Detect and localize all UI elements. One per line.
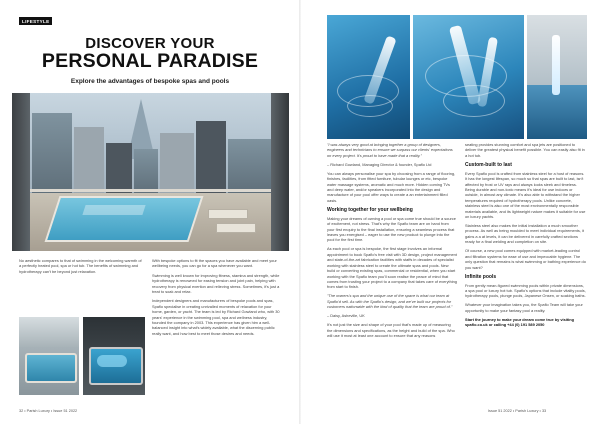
standfirst: Explore the advantages of bespoke spas and pools [70,78,230,85]
quote-attribution: – Daisy, Asheville, UK [327,313,365,319]
pool-reflection [82,205,145,215]
right-body-column-2 [465,142,587,331]
sun-lounger [208,209,248,219]
body-paragraph: It's not just the size and shape of your pool that's made up of measuring the dimensions and specifications, as the height and build of the spa. Who will use it most at least one account to ensure that any reasons [327,322,455,338]
terrace-railing [12,189,289,192]
building [160,133,194,193]
headline-line-2: PERSONAL PARADISE [41,50,259,72]
building [74,127,104,193]
wall [19,317,79,347]
body-paragraph: seating provides stunning comfort and spa jets are positioned to deliver the greatest physical benefit possible. You can easily also fit in a hot tub. [465,142,585,158]
hot-tub [25,353,77,383]
left-intro-column [19,258,143,274]
rooftop-pool-photo [12,93,289,251]
building [196,121,226,193]
section-tag-left: LIFESTYLE [19,17,52,25]
pull-quote: "The owners's spa and the unique use of the space is what our team at Spaflo'd sell. As with the Spaflo's design, and we've built our projects for customers nationwide with the kind of quality that the team are proud of." [327,293,453,310]
body-paragraph: Every Spaflo pool is crafted from stainless steel for a host of reasons. It has the longest lifespan, so much so that spas are built to last, isn't affected by frost or UV rays and always looks sleek and timeless. Being durable and non-toxic means it's ideal for use indoors or outside, in almost any climate. It's also able to withstand the higher temperatures required of hydrotherapy pools. Unlike concrete, stainless steel is also one of the most environmentally responsible materials available, and its lightweight nature makes it suitable for use on luxury yachts. [465,170,586,220]
quote-attribution: – Richard Gowland, Managing Director & founder, Spaflo Ltd [327,161,432,167]
window-frame [12,93,30,251]
pull-quote: "I was always very good at bringing together a group of designers, engineers and technicians to ensure we surpass our clients' expectations on every project. It's proud to have made that a reality." [327,142,453,158]
building [106,143,132,193]
sun-lounger [216,223,256,233]
body-paragraph: Making your dreams of owning a pool or spa come true should be a source of excitement, not stress. That's why the Spaflo team are on hand from your first enquiry to the final installation, ensuring a seamless process that leaves you energised – eager to use the new product to plunge into the pool for the first time. [327,215,456,243]
waterfall-spout-photo [527,15,587,139]
body-paragraph: As each pool or spa is bespoke, the first stage involves an informal appointment to book Spaflo's free visit with 3D design, project management and state-of-the-art fabrication facilities with staffs in decades of specialist working with stainless steel to create the ultimate spas and pools. New build or converting existing spas, commercial or residential, when you start working with the Spaflo team you'll soon realise the peace of mind that comes from trusting your project to a company that takes care of everything from start to finish. [327,246,457,290]
building [32,113,72,193]
body-paragraph: Stainless steel also makes the initial installation a much smoother process. As well as being moulded to meet individual requirements, it gains a a at levels, it can be delivered in carefully crafted sections ready for a final welding and completion on site. [465,223,584,245]
spa-tub-photo [19,317,79,395]
lit-spa-photo [83,317,145,395]
building [134,149,158,193]
headline-line-1: DISCOVER YOUR [85,35,215,52]
underwater-light [97,355,127,367]
water-jet-photo [327,15,410,139]
right-body-column-1 [327,142,457,342]
subheading: Working together for your wellbeing [327,206,413,213]
building [228,139,272,193]
pool-jets-photo [413,15,524,139]
pool-water [45,196,204,242]
window-frame [271,93,289,251]
body-paragraph: With bespoke options to fit the spaces you have available and meet your wellbeing needs, you can go for a spa whenever you want. [152,258,277,269]
subheading: Custom-built to last [465,161,512,168]
subheading: Infinite pools [465,273,497,280]
left-body-column [152,258,282,340]
body-paragraph: Independent designers and manufacturers of bespoke pools and spas, Spaflo specialise in creating unrivalled moments of relaxation for your home, garden, or yacht. The team is led by Richard Gowland who, with 30 years' experience in the swimming pool, spa and wellness industry, founded the company in 2003. This experience has given him a well-balanced insight into what's widely available, what the discerning public really want, and how best to meet those desires and needs. [152,298,280,336]
page-folio-left: 32 • Parish Luxury • Issue 51 2022 [19,409,78,413]
body-paragraph: Whatever your imagination takes you, the Spaflo Team will take your opportunity to make your fantasy pool a reality. [465,302,583,313]
body-paragraph: From gently mean-figured swimming pools within private dimensions, a spa pool or luxury hot tub. Spaflo's options that include vitality pools, hydrotherapy pools, plunge pools, Japanese Onsen, or soaking baths. [465,282,586,299]
page-folio-right: Issue 51 2022 • Parish Luxury • 33 [488,409,547,413]
body-paragraph: Of course, a new pool comes equipped with market-leading control and filtration systems for ease of use and impeccable hygiene. The only question that remains is what swimming or bathing experience do you want? [465,248,586,270]
water-spout [552,35,560,95]
call-to-action: Start the journey to make your dream come true by visiting spaflo.co.uk or calling +44 (0) 191 589 2050 [465,316,574,328]
intro-paragraph: No aesthetic compares to that of swimming in the welcoming warmth of a perfectly heated pool, spa or hot tub. The benefits of swimming and hydrotherapy can't be beyond just relaxation. [19,258,142,274]
body-paragraph: Swimming is well known for improving fitness, stamina and strength, while hydrotherapy is renowned for easing tension and joint pain, helping with recovery from physical exertion and relieving stress. Sometimes, it's just a treat to soak and relax. [152,272,280,295]
body-paragraph: You can always personalise your spa by choosing from a range of flooring, finishes, facilities, from fitted furniture, tubular lounges or etc, bespoke water massage systems, aromatic and much more. Hidden coming TVs and deep water, and/or speakers incorporated into the design and manufacture of your pool offer ways to create a an entertainment filled oasis. [327,170,456,203]
